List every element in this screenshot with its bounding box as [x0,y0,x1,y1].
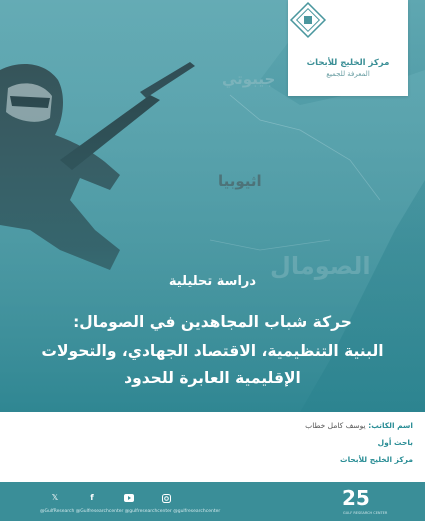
report-type: دراسة تحليلية [168,274,257,289]
social-handles: @GulfResearch @Gulfresearchcenter @gulfresearchcenter @gulfresearchcenter [40,509,221,514]
logo-tagline: المعرفة للجميع [326,70,370,78]
report-title-line-3: الإقليمية العابرة للحدود [124,369,301,387]
author-line [305,421,413,430]
anniversary-caption: GULF RESEARCH CENTER [343,511,388,515]
x-icon[interactable]: 𝕏 [51,493,59,502]
anniversary-number: 25 [342,486,370,510]
logo-name: مركز الخليج للأبحاث [306,58,390,68]
footer [0,482,425,521]
report-title-line-2: البنية التنظيمية، الاقتصاد الجهادي، والتحولات [41,342,384,360]
map-label-djibouti: جيبوتي [222,70,276,88]
youtube-icon[interactable] [123,492,135,504]
author-org: مركز الخليج للأبحاث [340,455,413,464]
author-label: اسم الكاتب: [368,421,413,430]
author-role: باحث أول [377,438,413,447]
logo [288,0,408,96]
author-info [0,412,425,482]
author-name: يوسف كامل خطاب [305,421,366,430]
map-label-somalia: الصومال [270,252,371,280]
map-label-ethiopia: اثيوبيا [218,172,262,190]
report-title-line-1: حركة شباب المجاهدين في الصومال: [73,313,352,331]
facebook-icon[interactable]: f [90,493,94,502]
instagram-icon[interactable] [160,492,172,504]
logo-emblem-icon [288,0,328,40]
